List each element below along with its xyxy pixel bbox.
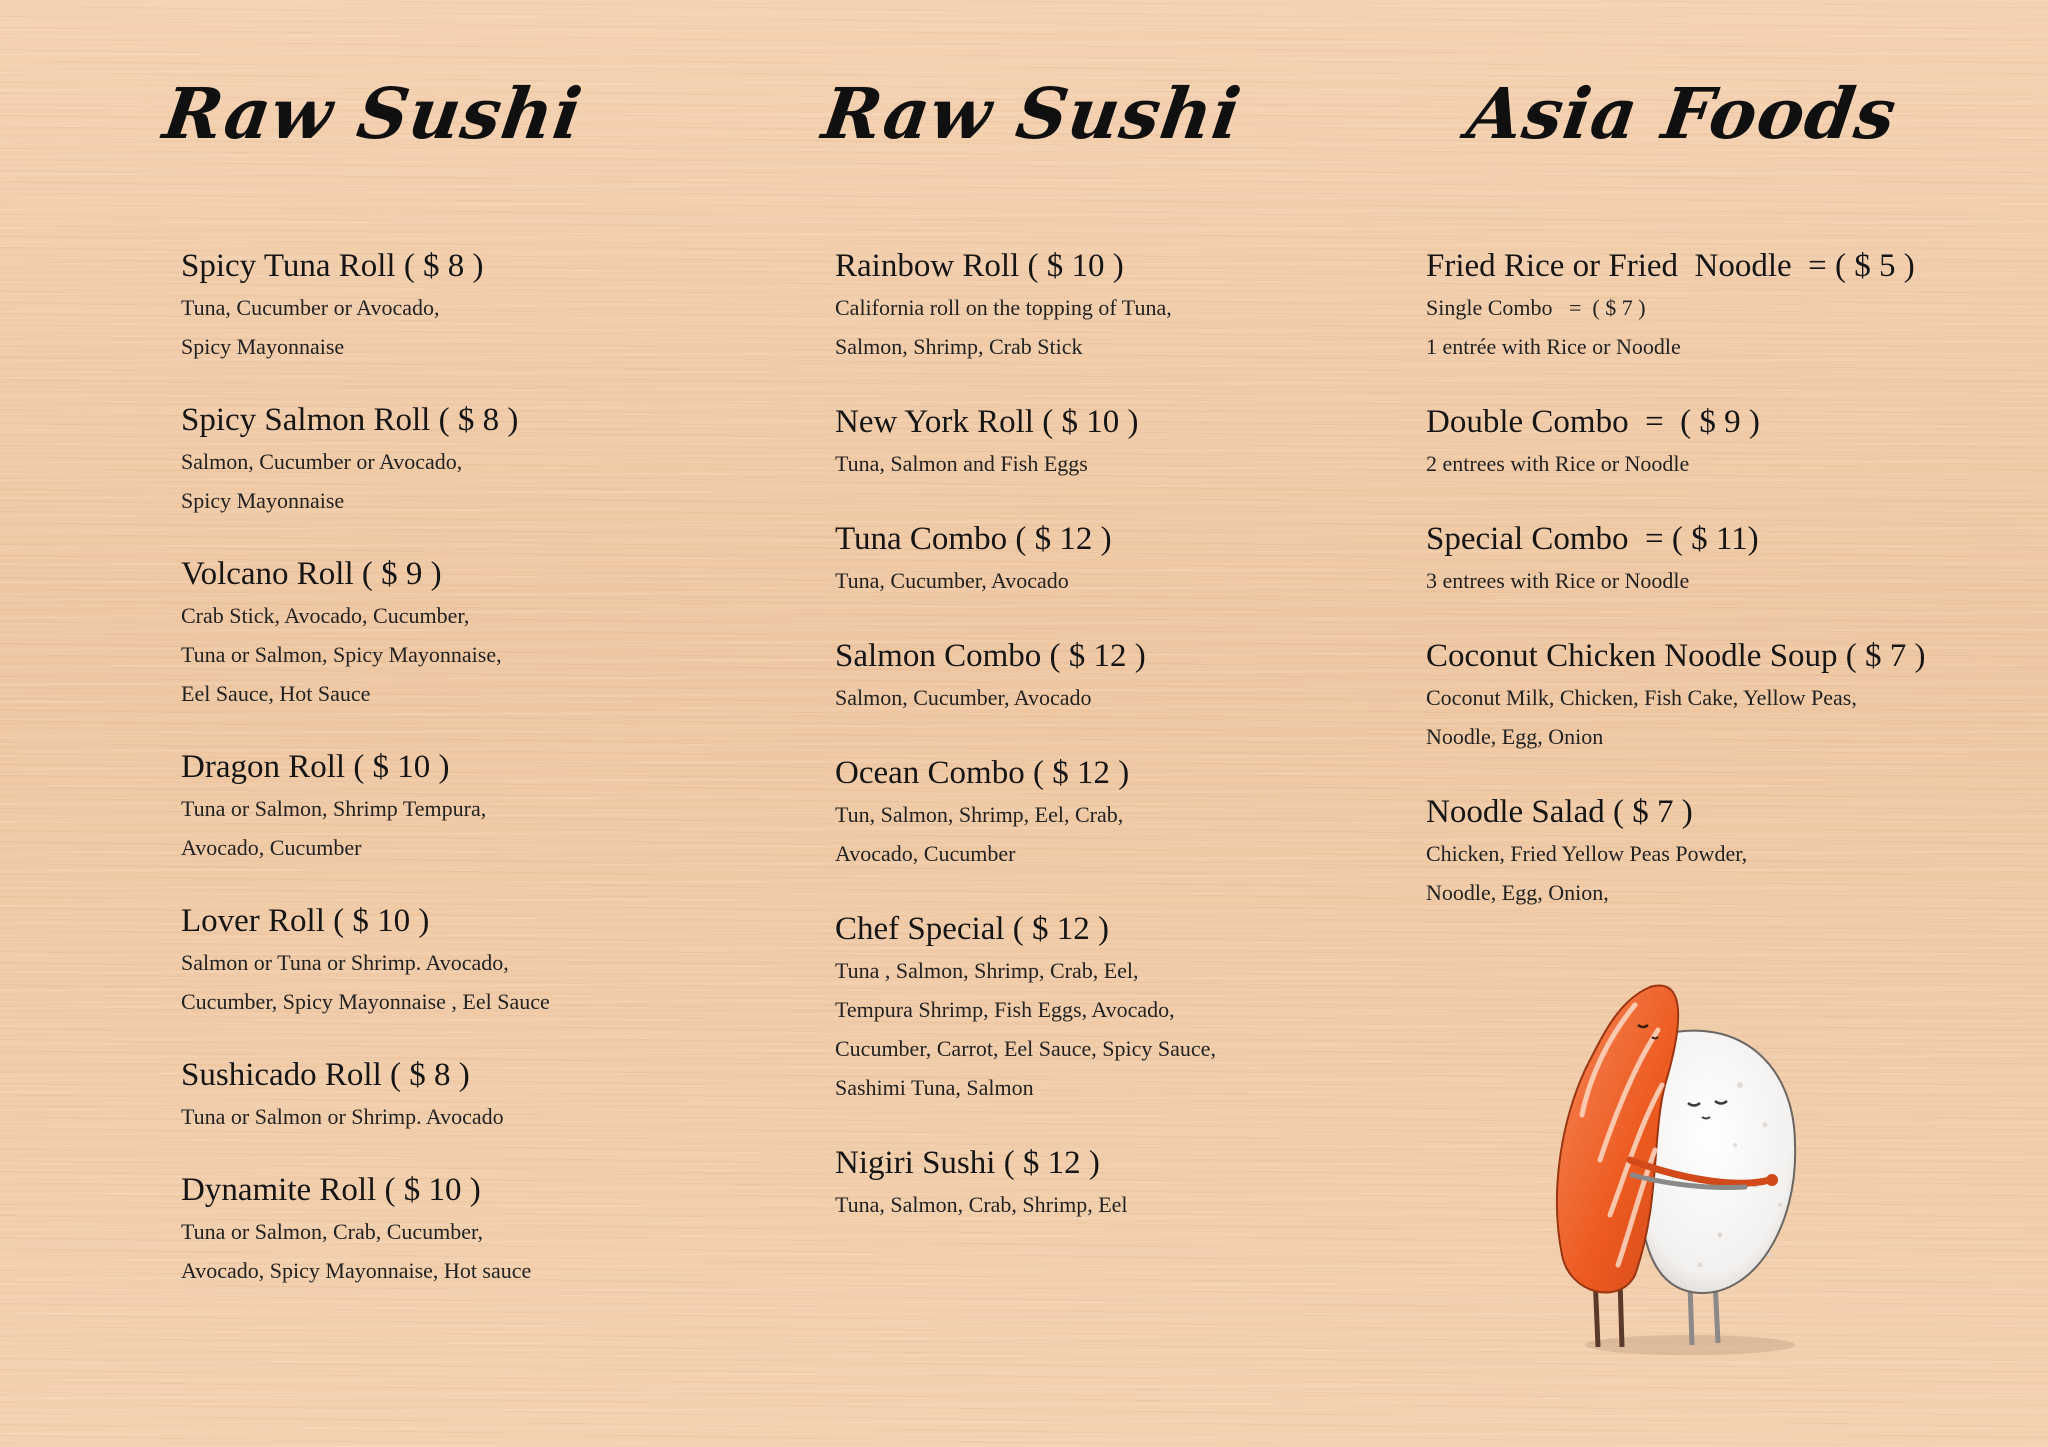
menu-item-name: Fried Rice or Fried Noodle = ( $ 5 ) — [1426, 248, 1915, 284]
menu-item-description: Spicy Mayonnaise — [181, 488, 345, 513]
menu-item — [1426, 634, 1926, 756]
menu-item-description: Tuna or Salmon, Shrimp Tempura, — [181, 796, 487, 821]
menu-item — [1426, 517, 1926, 600]
menu-item — [181, 398, 550, 520]
menu-item — [181, 899, 550, 1021]
menu-item-name: Sushicado Roll ( $ 8 ) — [181, 1057, 470, 1093]
menu-item-description: Salmon or Tuna or Shrimp. Avocado, — [181, 950, 509, 975]
menu-item-description: 1 entrée with Rice or Noodle — [1426, 334, 1681, 359]
menu-item-description: Crab Stick, Avocado, Cucumber, — [181, 603, 470, 628]
menu-item-description: Spicy Mayonnaise — [181, 334, 345, 359]
menu-item-description: Coconut Milk, Chicken, Fish Cake, Yellow Peas, — [1426, 685, 1857, 710]
menu-item-description: Single Combo = ( $ 7 ) — [1426, 295, 1646, 320]
menu-item — [835, 1141, 1216, 1224]
menu-item — [835, 907, 1216, 1107]
menu-item-name: Chef Special ( $ 12 ) — [835, 911, 1110, 947]
menu-item-name: Salmon Combo ( $ 12 ) — [835, 638, 1146, 674]
menu-item — [835, 634, 1216, 717]
menu-item-description: Tuna, Salmon and Fish Eggs — [835, 451, 1088, 476]
menu-item-description: California roll on the topping of Tuna, — [835, 295, 1172, 320]
menu-item-description: Tuna, Salmon, Crab, Shrimp, Eel — [835, 1192, 1128, 1217]
menu-item-description: Tempura Shrimp, Fish Eggs, Avocado, — [835, 997, 1175, 1022]
menu-item-description: Salmon, Cucumber, Avocado — [835, 685, 1092, 710]
menu-item-name: Dragon Roll ( $ 10 ) — [181, 749, 450, 785]
asia-foods-column — [1426, 244, 1926, 946]
menu-item-name: Double Combo = ( $ 9 ) — [1426, 404, 1760, 440]
salmon-nigiri-hugging-icon — [1540, 975, 1840, 1380]
raw-sushi-column-2 — [835, 244, 1216, 1258]
menu-item-name: Spicy Salmon Roll ( $ 8 ) — [181, 402, 519, 438]
menu-item-description: Tuna or Salmon, Crab, Cucumber, — [181, 1219, 484, 1244]
raw-sushi-column-1 — [181, 244, 550, 1322]
menu-item-description: Tun, Salmon, Shrimp, Eel, Crab, — [835, 802, 1124, 827]
menu-item-description: Tuna or Salmon, Spicy Mayonnaise, — [181, 642, 502, 667]
menu-item-name: Noodle Salad ( $ 7 ) — [1426, 794, 1693, 830]
menu-item-name: Lover Roll ( $ 10 ) — [181, 903, 430, 939]
menu-item-name: Volcano Roll ( $ 9 ) — [181, 556, 442, 592]
menu-item-name: Dynamite Roll ( $ 10 ) — [181, 1172, 481, 1208]
menu-item — [1426, 790, 1926, 912]
menu-item-description: Cucumber, Spicy Mayonnaise , Eel Sauce — [181, 989, 550, 1014]
menu-item-description: 2 entrees with Rice or Noodle — [1426, 451, 1690, 476]
menu-item-name: Rainbow Roll ( $ 10 ) — [835, 248, 1124, 284]
menu-item-description: Avocado, Spicy Mayonnaise, Hot sauce — [181, 1258, 532, 1283]
menu-item-description: Chicken, Fried Yellow Peas Powder, — [1426, 841, 1748, 866]
column-1-title: Raw Sushi — [158, 72, 588, 155]
menu-item-name: Spicy Tuna Roll ( $ 8 ) — [181, 248, 484, 284]
menu-item — [835, 400, 1216, 483]
menu-item-description: Salmon, Cucumber or Avocado, — [181, 449, 463, 474]
menu-item-description: Avocado, Cucumber — [835, 841, 1016, 866]
menu-item-name: Coconut Chicken Noodle Soup ( $ 7 ) — [1426, 638, 1926, 674]
menu-item-description: 3 entrees with Rice or Noodle — [1426, 568, 1690, 593]
menu-item — [181, 552, 550, 713]
menu-item — [1426, 400, 1926, 483]
menu-item-description: Tuna, Cucumber, Avocado — [835, 568, 1069, 593]
menu-item-description: Noodle, Egg, Onion, — [1426, 880, 1609, 905]
menu-item-name: New York Roll ( $ 10 ) — [835, 404, 1139, 440]
menu-item — [181, 244, 550, 366]
menu-item — [181, 745, 550, 867]
column-3-title: Asia Foods — [1462, 72, 1902, 155]
menu-item-name: Special Combo = ( $ 11) — [1426, 521, 1759, 557]
menu-item-description: Noodle, Egg, Onion — [1426, 724, 1604, 749]
menu-item — [835, 751, 1216, 873]
menu-item-name: Tuna Combo ( $ 12 ) — [835, 521, 1112, 557]
menu-item-description: Tuna, Cucumber or Avocado, — [181, 295, 440, 320]
menu-item-name: Ocean Combo ( $ 12 ) — [835, 755, 1130, 791]
menu-item-name: Nigiri Sushi ( $ 12 ) — [835, 1145, 1100, 1181]
menu-item — [181, 1053, 550, 1136]
menu-item-description: Salmon, Shrimp, Crab Stick — [835, 334, 1083, 359]
menu-item-description: Sashimi Tuna, Salmon — [835, 1075, 1034, 1100]
menu-item — [181, 1168, 550, 1290]
menu-item — [835, 517, 1216, 600]
menu-item-description: Cucumber, Carrot, Eel Sauce, Spicy Sauce, — [835, 1036, 1216, 1061]
menu-item-description: Eel Sauce, Hot Sauce — [181, 681, 371, 706]
menu-item-description: Tuna or Salmon or Shrimp. Avocado — [181, 1104, 504, 1129]
menu-item — [1426, 244, 1926, 366]
menu-item-description: Avocado, Cucumber — [181, 835, 362, 860]
menu-item — [835, 244, 1216, 366]
menu-item-description: Tuna , Salmon, Shrimp, Crab, Eel, — [835, 958, 1139, 983]
column-2-title: Raw Sushi — [817, 72, 1247, 155]
